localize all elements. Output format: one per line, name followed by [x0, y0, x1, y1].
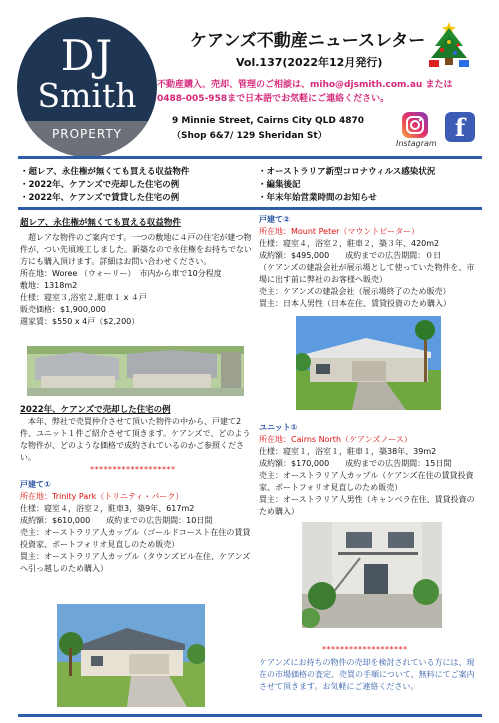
unit1-detail: 買主：オーストラリア人男性（キャンベラ在住、賃貸投資のため購入） — [259, 495, 475, 516]
trinity-park-house-photo — [57, 604, 205, 707]
address-line: （Shop 6&7/ 129 Sheridan St） — [172, 131, 327, 141]
woree-property-photo — [27, 346, 244, 396]
mount-peter-house-photo — [296, 316, 441, 410]
address-line: 9 Minnie Street, Cairns City QLD 4870 — [172, 116, 364, 126]
toc-item: ・2022年、ケアンズで賃貸した住宅の例 — [20, 193, 180, 203]
house2-detail: （ケアンズの建設会社が展示場として使っていた物件を、市場に出す前に弊社のお客様へ販売） — [259, 263, 475, 284]
toc-item: ・オーストラリア新型コロナウィルス感染状況 — [258, 167, 436, 177]
house1-detail: 成約額：$610,000 成約までの広告期間：10日間 — [20, 516, 213, 525]
house2-detail: 買主：日本人男性（日本在住、賃貸投資のため購入） — [259, 299, 451, 308]
section1-detail: 仕様：寝室３,浴室２,駐車１ x ４戸 — [20, 293, 147, 302]
unit1-location: 所在地：Cairns North（ケアンズノース） — [259, 435, 412, 444]
section1-body — [20, 232, 252, 328]
bottom-divider — [18, 714, 482, 717]
logo-name: Smith — [37, 76, 137, 115]
toc-right — [258, 166, 435, 205]
company-logo — [17, 17, 157, 157]
house1-heading: 戸建て① — [20, 480, 51, 489]
toc-item: ・編集後記 — [258, 180, 301, 190]
unit1-detail: 仕様：寝室１，浴室１，駐車１，築38年、39m2 — [259, 447, 437, 456]
unit1-detail: 売主：オーストラリア人カップル（ケアンズ在住の賃貸投資家、ポートフォリオ見直しのため販売） — [259, 471, 474, 492]
office-address — [172, 114, 364, 144]
instagram-icon[interactable] — [402, 112, 428, 138]
closing-divider: ******************* — [322, 645, 408, 654]
top-divider — [18, 156, 482, 159]
christmas-tree-icon — [427, 20, 471, 68]
instagram-label[interactable]: Instagram — [396, 139, 437, 148]
section2-title: 2022年、ケアンズで売却した住宅の例 — [20, 405, 171, 415]
facebook-icon[interactable]: f — [445, 112, 475, 142]
section1-intro: 超レアな物件のご案内です。一つの敷地に４戸の住宅が建つ物件が、つい先頃竣工しました。新築なので永住権をお持ちでない方にも購入頂けます。詳細はお問い合わせください。 — [20, 233, 252, 266]
house1-detail: 仕様：寝室４，浴室２，駐車3，築9年、617m2 — [20, 504, 195, 513]
house2-detail: 売主：ケアンズの建設会社（展示場終了のため販売） — [259, 287, 451, 296]
logo-initials: DJ — [60, 31, 114, 80]
section1-title: 超レア、永住権が無くても買える収益物件 — [20, 218, 181, 228]
section2-intro: 本年、弊社で売買仲介させて頂いた物件の中から、戸建て2件、ユニット１件ご紹介させて頂きます。ケアンズで、どのような物件が、どのような価格で成約されているのかご参照ください。 — [20, 417, 251, 462]
contact-info — [157, 78, 457, 106]
house1-detail: 売主：オーストラリア人カップル（ゴールドコースト在住の賃貸投資家、ポートフォリオ見直しのため販売） — [20, 528, 251, 549]
toc-item: ・超レア、永住権が無くても買える収益物件 — [20, 167, 190, 177]
section1-detail: 週家賃：$550 x 4戸（$2,200） — [20, 317, 140, 326]
section1-detail: 敷地：1318m2 — [20, 281, 78, 290]
section1-detail: 所在地：Woree （ウォーリー） 市内から車で10分程度 — [20, 269, 222, 278]
section-divider: ******************* — [90, 465, 176, 474]
house2-block — [259, 214, 481, 310]
house1-detail: 買主：オーストラリア人カップル（タウンズビル在住、ケアンズへ引っ越しのため購入） — [20, 552, 251, 573]
toc-left — [20, 166, 189, 205]
unit1-block — [259, 422, 481, 518]
section1-detail: 販売価格：$1,900,000 — [20, 305, 106, 314]
contact-line: 0488-005-958まで日本語でお気軽にご連絡ください。 — [157, 94, 390, 104]
toc-divider — [18, 207, 482, 210]
unit1-detail: 成約額：$170,000 成約までの広告期間：15日間 — [259, 459, 452, 468]
house2-location: 所在地：Mount Peter（マウントピーター） — [259, 227, 420, 236]
house1-block — [20, 479, 252, 575]
volume-label: Vol.137(2022年12月発行) — [236, 56, 383, 69]
house2-detail: 成約額：$495,000 成約までの広告期間：０日 — [259, 251, 442, 260]
logo-tagline: PROPERTY — [17, 121, 157, 157]
house2-detail: 仕様：寝室４，浴室２，駐車２，築３年、420m2 — [259, 239, 440, 248]
toc-item: ・2022年、ケアンズで売却した住宅の例 — [20, 180, 180, 190]
house2-heading: 戸建て② — [259, 215, 290, 224]
closing-message: ケアンズにお持ちの物件の売却を検討されている方には、現在の市場価格の査定、売買の手順について、無料にてご案内させて頂きます。お気軽にご連絡ください。 — [259, 658, 475, 691]
toc-item: ・年末年始営業時間のお知らせ — [258, 193, 377, 203]
contact-line: 不動産購入、売却、管理のご相談は、miho@djsmith.com.au または — [157, 80, 453, 90]
unit1-heading: ユニット① — [259, 423, 298, 432]
newsletter-title: ケアンズ不動産ニュースレター — [190, 31, 426, 51]
cairns-north-unit-photo — [302, 522, 442, 628]
house1-location: 所在地：Trinity Park（トリニティ・パーク） — [20, 492, 184, 501]
